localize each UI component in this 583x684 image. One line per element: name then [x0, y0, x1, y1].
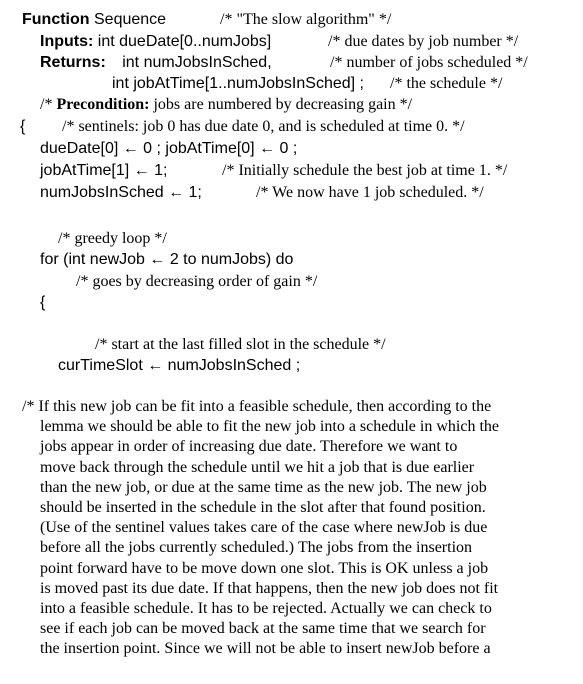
returns-line: [40, 52, 272, 74]
paragraph-line: lemma we should be able to fit the new job into a schedule in which the: [40, 418, 499, 436]
returns-code: int numJobsInSched,: [117, 54, 272, 71]
precondition-label: Precondition:: [56, 96, 150, 113]
paragraph-line: the insertion point. Since we will not be able to insert newJob before a: [40, 640, 491, 658]
cur-time-slot-line: curTimeSlot ← numJobsInSched ;: [58, 357, 301, 374]
inputs-label: Inputs:: [40, 33, 94, 50]
explanation-paragraph: [22, 397, 567, 660]
sentinel-comment: /* sentinels: job 0 has due date 0, and is scheduled at time 0. */: [62, 118, 465, 135]
function-keyword: Function: [22, 11, 90, 28]
paragraph-line: should be inserted in the schedule in the slot after that found position.: [40, 499, 486, 517]
greedy-loop-comment: /* greedy loop */: [58, 230, 167, 247]
num-jobs-comment: /* We now have 1 job scheduled. */: [256, 184, 484, 201]
sentinel-code-line: dueDate[0] ← 0 ; jobAtTime[0] ← 0 ;: [40, 140, 298, 157]
inputs-line: [40, 31, 271, 53]
precondition-line: [40, 94, 412, 116]
returns-schedule-code: int jobAtTime[1..numJobsInSched] ;: [112, 75, 364, 92]
first-job-code: jobAtTime[1] ← 1;: [40, 162, 168, 179]
inputs-comment: /* due dates by job number */: [328, 33, 519, 50]
paragraph-line: (Use of the sentinel values takes care of the case where newJob is due: [40, 519, 488, 537]
returns-comment: /* number of jobs scheduled */: [330, 54, 528, 71]
precondition-open: /*: [40, 96, 57, 113]
returns-label: Returns:: [40, 54, 106, 71]
inner-brace: {: [40, 294, 46, 311]
function-signature: [22, 9, 166, 31]
first-job-comment: /* Initially schedule the best job at time 1. */: [222, 162, 508, 179]
num-jobs-code: numJobsInSched ← 1;: [40, 184, 202, 201]
for-loop-line: for (int newJob ← 2 to numJobs) do: [40, 251, 294, 268]
start-slot-comment: /* start at the last filled slot in the schedule */: [95, 336, 386, 353]
gain-order-comment: /* goes by decreasing order of gain */: [76, 273, 318, 290]
paragraph-line: point forward have to be move down one slot. This is OK unless a job: [40, 559, 489, 577]
paragraph-line: /* If this new job can be fit into a feasible schedule, then according to the: [22, 398, 492, 415]
inputs-code: int dueDate[0..numJobs]: [93, 33, 272, 50]
function-name: Sequence: [89, 11, 167, 28]
returns-schedule-comment: /* the schedule */: [390, 75, 503, 92]
paragraph-line: jobs appear in order of increasing due date. Therefore we want to: [40, 438, 458, 456]
paragraph-line: see if each job can be moved back at the same time that we search for: [40, 620, 486, 638]
precondition-text: jobs are numbered by decreasing gain */: [149, 96, 413, 113]
paragraph-line: is moved past its due date. If that happens, then the new job does not fit: [40, 579, 499, 597]
paragraph-line: move back through the schedule until we hit a job that is due earlier: [40, 458, 475, 476]
open-brace: {: [20, 118, 26, 135]
function-comment: /* "The slow algorithm" */: [220, 11, 392, 28]
paragraph-line: into a feasible schedule. It has to be rejected. Actually we can check to: [40, 600, 492, 618]
paragraph-line: than the new job, or due at the same time as the new job. The new job: [40, 478, 487, 496]
paragraph-line: before all the jobs currently scheduled.) The jobs from the insertion: [40, 539, 473, 557]
